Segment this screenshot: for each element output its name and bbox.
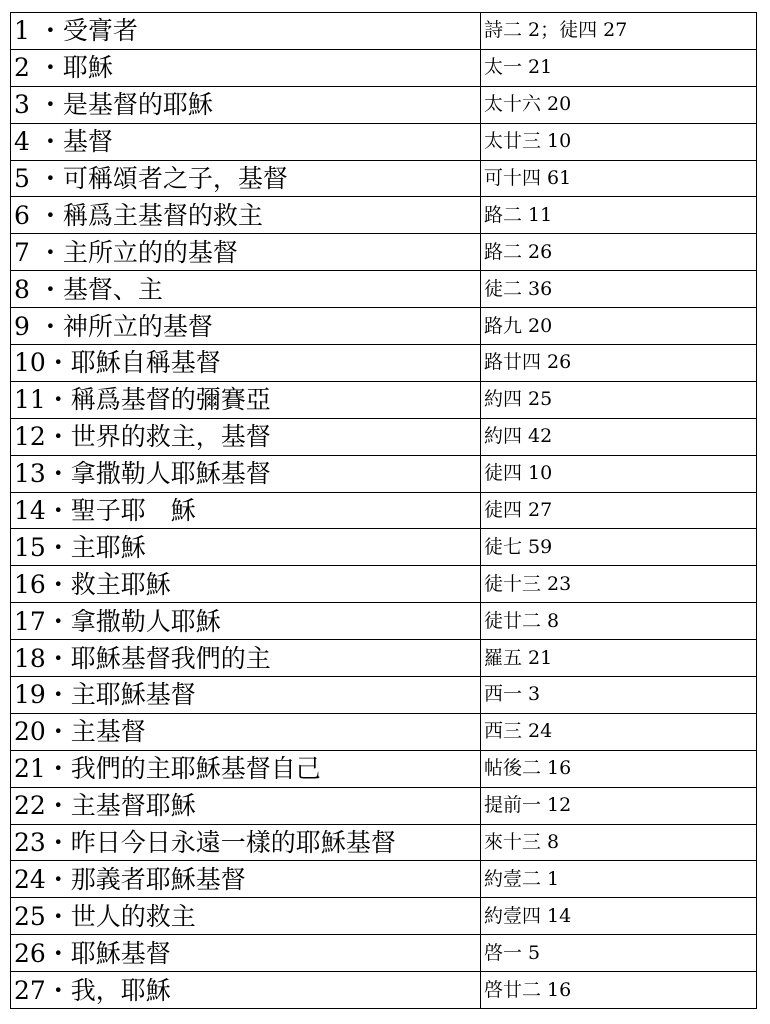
reference-cell: 徒十三 23 bbox=[481, 566, 757, 603]
reference-cell: 徒七 59 bbox=[481, 529, 757, 566]
title-cell: 18・耶穌基督我們的主 bbox=[11, 640, 481, 677]
reference-cell: 太十六 20 bbox=[481, 86, 757, 123]
title-cell: 15・主耶穌 bbox=[11, 529, 481, 566]
table-row bbox=[11, 750, 757, 787]
reference-cell: 約四 42 bbox=[481, 418, 757, 455]
table-row bbox=[11, 935, 757, 972]
table-row bbox=[11, 123, 757, 160]
reference-cell: 羅五 21 bbox=[481, 640, 757, 677]
reference-cell: 西一 3 bbox=[481, 677, 757, 714]
title-cell: 11・稱爲基督的彌賽亞 bbox=[11, 381, 481, 418]
title-cell: 25・世人的救主 bbox=[11, 898, 481, 935]
table-row bbox=[11, 566, 757, 603]
title-cell: 2 ・耶穌 bbox=[11, 49, 481, 86]
reference-cell: 來十三 8 bbox=[481, 824, 757, 861]
reference-cell: 啓一 5 bbox=[481, 935, 757, 972]
reference-cell: 約壹二 1 bbox=[481, 861, 757, 898]
table-row bbox=[11, 824, 757, 861]
reference-cell: 約四 25 bbox=[481, 381, 757, 418]
reference-cell: 徒四 27 bbox=[481, 492, 757, 529]
reference-cell: 路廿四 26 bbox=[481, 345, 757, 382]
title-cell: 17・拿撒勒人耶穌 bbox=[11, 603, 481, 640]
table-row bbox=[11, 160, 757, 197]
table-row bbox=[11, 529, 757, 566]
reference-cell: 太廿三 10 bbox=[481, 123, 757, 160]
reference-cell: 徒廿二 8 bbox=[481, 603, 757, 640]
reference-cell: 詩二 2；徒四 27 bbox=[481, 13, 757, 50]
table-row bbox=[11, 271, 757, 308]
title-cell: 20・主基督 bbox=[11, 713, 481, 750]
title-cell: 13・拿撒勒人耶穌基督 bbox=[11, 455, 481, 492]
title-cell: 16・救主耶穌 bbox=[11, 566, 481, 603]
reference-cell: 徒四 10 bbox=[481, 455, 757, 492]
title-cell: 9 ・神所立的基督 bbox=[11, 308, 481, 345]
table-row bbox=[11, 455, 757, 492]
title-cell: 5 ・可稱頌者之子，基督 bbox=[11, 160, 481, 197]
title-cell: 21・我們的主耶穌基督自己 bbox=[11, 750, 481, 787]
reference-cell: 路二 11 bbox=[481, 197, 757, 234]
table-row bbox=[11, 677, 757, 714]
reference-cell: 約壹四 14 bbox=[481, 898, 757, 935]
title-cell: 14・聖子耶 穌 bbox=[11, 492, 481, 529]
table-row bbox=[11, 234, 757, 271]
reference-cell: 提前一 12 bbox=[481, 787, 757, 824]
reference-cell: 路二 26 bbox=[481, 234, 757, 271]
table-row bbox=[11, 603, 757, 640]
reference-cell: 西三 24 bbox=[481, 713, 757, 750]
table-row bbox=[11, 640, 757, 677]
title-cell: 22・主基督耶穌 bbox=[11, 787, 481, 824]
table-row bbox=[11, 861, 757, 898]
title-cell: 1 ・受膏者 bbox=[11, 13, 481, 50]
title-cell: 3 ・是基督的耶穌 bbox=[11, 86, 481, 123]
reference-cell: 路九 20 bbox=[481, 308, 757, 345]
table-row bbox=[11, 381, 757, 418]
table-row bbox=[11, 492, 757, 529]
title-cell: 12・世界的救主，基督 bbox=[11, 418, 481, 455]
title-cell: 4 ・基督 bbox=[11, 123, 481, 160]
table-row bbox=[11, 49, 757, 86]
title-cell: 27・我，耶穌 bbox=[11, 972, 481, 1009]
title-cell: 10・耶穌自稱基督 bbox=[11, 345, 481, 382]
names-table bbox=[10, 12, 757, 1009]
title-cell: 19・主耶穌基督 bbox=[11, 677, 481, 714]
table-row bbox=[11, 418, 757, 455]
reference-cell: 太一 21 bbox=[481, 49, 757, 86]
reference-cell: 帖後二 16 bbox=[481, 750, 757, 787]
title-cell: 26・耶穌基督 bbox=[11, 935, 481, 972]
title-cell: 23・昨日今日永遠一樣的耶穌基督 bbox=[11, 824, 481, 861]
table-row bbox=[11, 86, 757, 123]
title-cell: 7 ・主所立的的基督 bbox=[11, 234, 481, 271]
table-row bbox=[11, 787, 757, 824]
table-row bbox=[11, 972, 757, 1009]
table-row bbox=[11, 345, 757, 382]
title-cell: 24・那義者耶穌基督 bbox=[11, 861, 481, 898]
table-row bbox=[11, 713, 757, 750]
title-cell: 8 ・基督、主 bbox=[11, 271, 481, 308]
table-row bbox=[11, 898, 757, 935]
reference-cell: 徒二 36 bbox=[481, 271, 757, 308]
table-row bbox=[11, 308, 757, 345]
table-row bbox=[11, 197, 757, 234]
table-row bbox=[11, 13, 757, 50]
reference-cell: 啓廿二 16 bbox=[481, 972, 757, 1009]
reference-cell: 可十四 61 bbox=[481, 160, 757, 197]
title-cell: 6 ・稱爲主基督的救主 bbox=[11, 197, 481, 234]
table-body bbox=[11, 13, 757, 1009]
